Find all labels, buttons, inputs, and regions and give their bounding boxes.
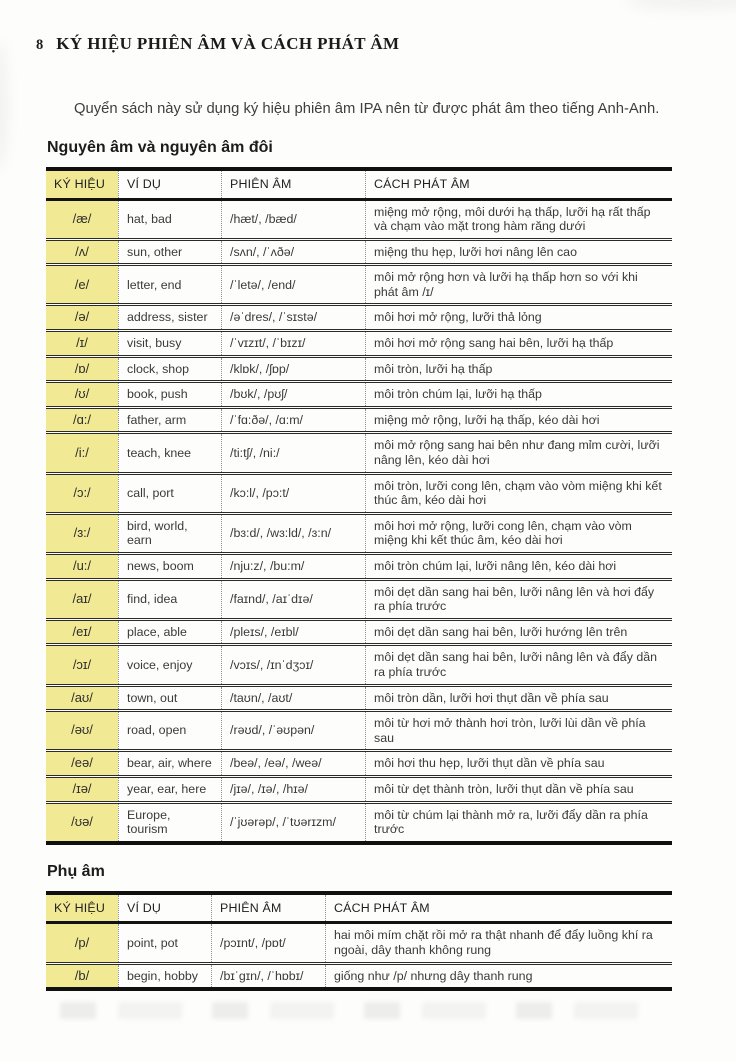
pronunciation-cell: môi từ chúm lại thành mở ra, lưỡi đẩy dần ra phía trước [366,802,673,843]
pronunciation-cell: môi hơi mở rộng sang hai bên, lưỡi hạ thấp [366,331,673,357]
example-cell: clock, shop [119,356,222,382]
symbol-cell: /aʊ/ [46,685,119,711]
example-cell: father, arm [119,407,222,433]
table-row [46,356,672,382]
example-cell: teach, knee [119,433,222,473]
pronunciation-cell: môi mở rộng sang hai bên như đang mỉm cười, lưỡi nâng lên, kéo dài hơi [366,433,673,473]
symbol-cell: /ə/ [46,305,119,331]
example-cell: point, pot [119,923,212,963]
example-cell: road, open [119,711,222,751]
intro-paragraph: Quyển sách này sử dụng ký hiệu phiên âm IPA nên từ được phát âm theo tiếng Anh-Anh. [74,101,660,117]
column-header: KÝ HIỆU [46,893,119,923]
table-header-row [46,893,672,923]
pronunciation-cell: môi tròn, lưỡi cong lên, chạm vào vòm miệng khi kết thúc âm, kéo dài hơi [366,473,673,513]
symbol-cell: /ɑ:/ [46,407,119,433]
pronunciation-cell: môi mở rộng hơn và lưỡi hạ thấp hơn so với khi phát âm /ɪ/ [366,265,673,305]
ipa-cell: /beə/, /eə/, /weə/ [222,751,366,777]
symbol-cell: /aɪ/ [46,579,119,619]
ipa-cell: /taʊn/, /aʊt/ [222,685,366,711]
table-header-row [46,169,672,199]
example-cell: place, able [119,619,222,645]
pronunciation-cell: môi hơi mở rộng, lưỡi cong lên, chạm vào vòm miệng khi kết thúc âm, kéo dài hơi [366,513,673,553]
ipa-cell: /nju:z/, /bu:m/ [222,554,366,580]
symbol-cell: /eɪ/ [46,619,119,645]
example-cell: letter, end [119,265,222,305]
table-row [46,331,672,357]
example-cell: sun, other [119,239,222,265]
table-row [46,513,672,553]
section-heading-consonants: Phụ âm [47,862,105,880]
table-row [46,923,672,963]
pronunciation-cell: môi dẹt dần sang hai bên, lưỡi nâng lên và đẩy dần ra phía trước [366,645,673,685]
symbol-cell: /ɪə/ [46,776,119,802]
pronunciation-cell: môi từ hơi mở thành hơi tròn, lưỡi lùi dần về phía sau [366,711,673,751]
table-row [46,711,672,751]
ipa-cell: /klɒk/, /ʃɒp/ [222,356,366,382]
ipa-cell: /vɔɪs/, /ɪnˈdʒɔɪ/ [222,645,366,685]
table-row [46,433,672,473]
ipa-cell: /pɔɪnt/, /pɒt/ [212,923,326,963]
ipa-cell: /əˈdres/, /ˈsɪstə/ [222,305,366,331]
vowel-table [46,167,672,845]
table-row [46,239,672,265]
pronunciation-cell: môi từ dẹt thành tròn, lưỡi thụt dần về phía sau [366,776,673,802]
example-cell: find, idea [119,579,222,619]
example-cell: call, port [119,473,222,513]
example-cell: visit, busy [119,331,222,357]
ipa-cell: /jɪə/, /ɪə/, /hɪə/ [222,776,366,802]
ipa-cell: /ˈjʊərəp/, /ˈtʊərɪzm/ [222,802,366,843]
symbol-cell: /ɜ:/ [46,513,119,553]
ipa-cell: /bʊk/, /pʊʃ/ [222,382,366,408]
symbol-cell: /b/ [46,963,119,989]
table-row [46,645,672,685]
table-row [46,554,672,580]
pronunciation-cell: miệng thu hẹp, lưỡi hơi nâng lên cao [366,239,673,265]
symbol-cell: /ʌ/ [46,239,119,265]
example-cell: year, ear, here [119,776,222,802]
pronunciation-cell: hai môi mím chặt rồi mở ra thật nhanh để đẩy luồng khí ra ngoài, dây thanh không rung [326,923,673,963]
example-cell: voice, enjoy [119,645,222,685]
ipa-cell: /faɪnd/, /aɪˈdɪə/ [222,579,366,619]
ipa-cell: /pleɪs/, /eɪbl/ [222,619,366,645]
symbol-cell: /ʊ/ [46,382,119,408]
symbol-cell: /ɪ/ [46,331,119,357]
example-cell: begin, hobby [119,963,212,989]
ipa-cell: /kɔ:l/, /pɔ:t/ [222,473,366,513]
page-header [36,34,688,54]
pronunciation-cell: môi tròn chúm lại, lưỡi hạ thấp [366,382,673,408]
table-row [46,579,672,619]
symbol-cell: /ɔɪ/ [46,645,119,685]
symbol-cell: /əʊ/ [46,711,119,751]
pronunciation-cell: môi dẹt dần sang hai bên, lưỡi hướng lên trên [366,619,673,645]
scan-smudge [0,40,8,170]
pronunciation-cell: môi hơi thu hẹp, lưỡi thụt dần về phía sau [366,751,673,777]
page-bleed-artifact [60,1002,664,1019]
table-row [46,802,672,843]
table-row [46,751,672,777]
pronunciation-cell: môi tròn dần, lưỡi hơi thụt dần về phía sau [366,685,673,711]
ipa-cell: /hæt/, /bæd/ [222,199,366,239]
column-header: PHIÊN ÂM [212,893,326,923]
table-row [46,382,672,408]
column-header: PHIÊN ÂM [222,169,366,199]
symbol-cell: /æ/ [46,199,119,239]
symbol-cell: /ʊə/ [46,802,119,843]
pronunciation-cell: miệng mở rộng, môi dưới hạ thấp, lưỡi hạ rất thấp và chạm vào mặt trong hàm răng dưới [366,199,673,239]
table-row [46,199,672,239]
table-row [46,265,672,305]
page-number: 8 [36,37,44,53]
table-row [46,685,672,711]
table-row [46,407,672,433]
example-cell: bird, world, earn [119,513,222,553]
column-header: CÁCH PHÁT ÂM [366,169,673,199]
symbol-cell: /eə/ [46,751,119,777]
pronunciation-cell: môi hơi mở rộng, lưỡi thả lỏng [366,305,673,331]
pronunciation-cell: môi dẹt dần sang hai bên, lưỡi nâng lên và hơi đẩy ra phía trước [366,579,673,619]
page-title: KÝ HIỆU PHIÊN ÂM VÀ CÁCH PHÁT ÂM [56,34,400,53]
table-row [46,619,672,645]
symbol-cell: /p/ [46,923,119,963]
section-heading-vowels: Nguyên âm và nguyên âm đôi [47,138,273,156]
table-row [46,776,672,802]
example-cell: book, push [119,382,222,408]
pronunciation-cell: môi tròn chúm lại, lưỡi nâng lên, kéo dài hơi [366,554,673,580]
table-row [46,473,672,513]
ipa-cell: /bɜ:d/, /wɜ:ld/, /ɜ:n/ [222,513,366,553]
scan-smudge [626,0,736,10]
symbol-cell: /u:/ [46,554,119,580]
ipa-cell: /bɪˈgɪn/, /ˈhɒbɪ/ [212,963,326,989]
column-header: VÍ DỤ [119,893,212,923]
table-row [46,963,672,989]
consonant-table [46,891,672,991]
ipa-cell: /ˈvɪzɪt/, /ˈbɪzɪ/ [222,331,366,357]
example-cell: town, out [119,685,222,711]
symbol-cell: /e/ [46,265,119,305]
symbol-cell: /i:/ [46,433,119,473]
column-header: CÁCH PHÁT ÂM [326,893,673,923]
example-cell: hat, bad [119,199,222,239]
pronunciation-cell: giống như /p/ nhưng dây thanh rung [326,963,673,989]
ipa-cell: /ˈfɑ:ðə/, /ɑ:m/ [222,407,366,433]
example-cell: bear, air, where [119,751,222,777]
example-cell: news, boom [119,554,222,580]
example-cell: address, sister [119,305,222,331]
ipa-cell: /ˈletə/, /end/ [222,265,366,305]
pronunciation-cell: môi tròn, lưỡi hạ thấp [366,356,673,382]
column-header: KÝ HIỆU [46,169,119,199]
symbol-cell: /ɒ/ [46,356,119,382]
example-cell: Europe, tourism [119,802,222,843]
column-header: VÍ DỤ [119,169,222,199]
table-row [46,305,672,331]
symbol-cell: /ɔ:/ [46,473,119,513]
ipa-cell: /sʌn/, /ˈʌðə/ [222,239,366,265]
ipa-cell: /ti:tʃ/, /ni:/ [222,433,366,473]
ipa-cell: /rəʊd/, /ˈəʊpən/ [222,711,366,751]
pronunciation-cell: miệng mở rộng, lưỡi hạ thấp, kéo dài hơi [366,407,673,433]
